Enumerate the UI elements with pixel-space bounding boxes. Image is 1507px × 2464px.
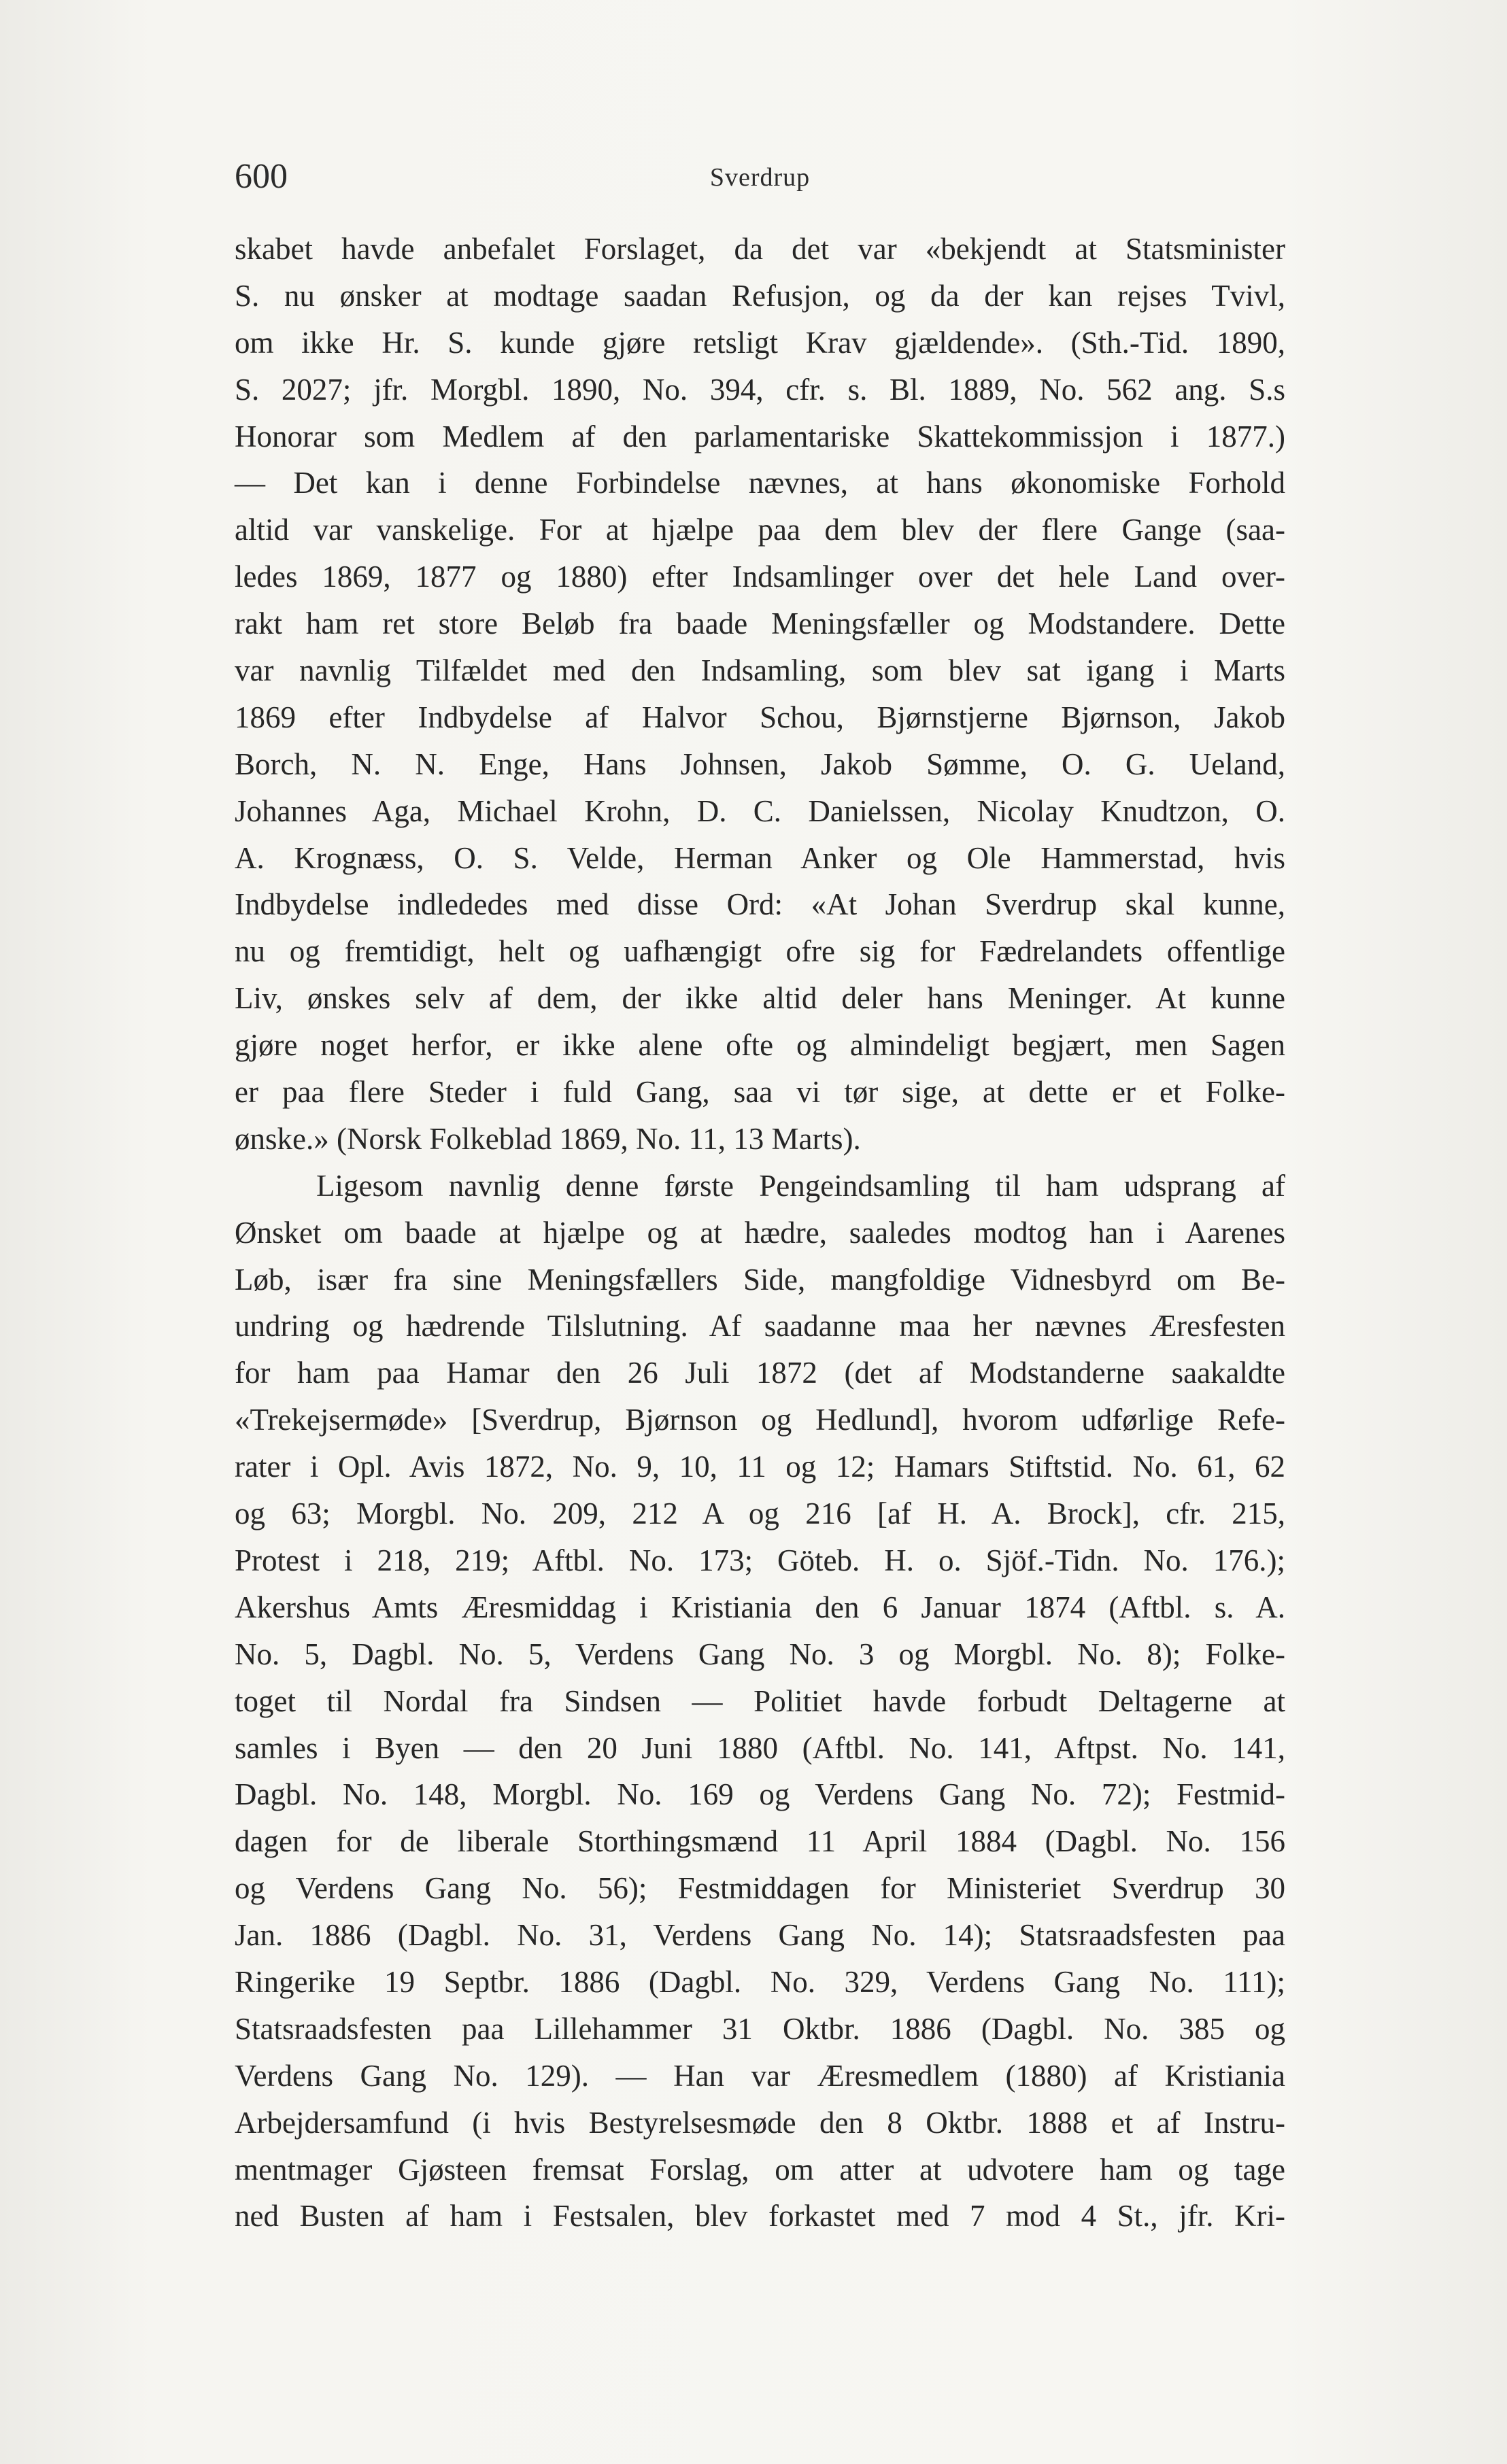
text-line: Ønsket om baade at hjælpe og at hædre, saaledes modtog han i Aarenes bbox=[235, 1215, 1285, 1250]
text-line: Borch, N. N. Enge, Hans Johnsen, Jakob Sømme, O. G. Ueland, bbox=[235, 747, 1285, 781]
text-line: — Det kan i denne Forbindelse nævnes, at hans økonomiske Forhold bbox=[235, 466, 1285, 500]
text-line: var navnlig Tilfældet med den Indsamling, som blev sat igang i Marts bbox=[235, 653, 1285, 688]
page-number: 600 bbox=[235, 157, 288, 196]
text-line: om ikke Hr. S. kunde gjøre retsligt Krav gjældende». (Sth.-Tid. 1890, bbox=[235, 325, 1285, 360]
text-line: Arbejdersamfund (i hvis Bestyrelsesmøde den 8 Oktbr. 1888 et af Instru- bbox=[235, 2105, 1285, 2140]
text-line: Løb, især fra sine Meningsfællers Side, mangfoldige Vidnesbyrd om Be- bbox=[235, 1262, 1285, 1297]
text-line: rakt ham ret store Beløb fra baade Meningsfæller og Modstandere. Dette bbox=[235, 606, 1285, 641]
text-line: Verdens Gang No. 129). — Han var Æresmedlem (1880) af Kristiania bbox=[235, 2058, 1285, 2093]
text-line: rater i Opl. Avis 1872, No. 9, 10, 11 og 12; Hamars Stiftstid. No. 61, 62 bbox=[235, 1450, 1285, 1484]
text-line: Protest i 218, 219; Aftbl. No. 173; Göteb. H. o. Sjöf.-Tidn. No. 176.); bbox=[235, 1543, 1285, 1577]
text-line: skabet havde anbefalet Forslaget, da det var «bekjendt at Statsminister bbox=[235, 232, 1285, 266]
text-line: Statsraadsfesten paa Lillehammer 31 Oktbr. 1886 (Dagbl. No. 385 og bbox=[235, 2011, 1285, 2046]
text-line: undring og hædrende Tilslutning. Af saadanne maa her nævnes Æresfesten bbox=[235, 1309, 1285, 1344]
paragraph-end-line: ønske.» (Norsk Folkeblad 1869, No. 11, 13 Marts). bbox=[235, 1121, 861, 1156]
text-line: S. 2027; jfr. Morgbl. 1890, No. 394, cfr. s. Bl. 1889, No. 562 ang. S.s bbox=[235, 372, 1285, 407]
text-line: gjøre noget herfor, er ikke alene ofte og almindeligt begjært, men Sagen bbox=[235, 1028, 1285, 1063]
text-line: toget til Nordal fra Sindsen — Politiet havde forbudt Deltagerne at bbox=[235, 1683, 1285, 1718]
body-text bbox=[235, 226, 1285, 2240]
page-header bbox=[235, 153, 1285, 201]
text-line: Indbydelse indlededes med disse Ord: «At Johan Sverdrup skal kunne, bbox=[235, 887, 1285, 922]
text-line: altid var vanskelige. For at hjælpe paa dem blev der flere Gange (saa- bbox=[235, 513, 1285, 547]
text-line: Honorar som Medlem af den parlamentariske Skattekommissjon i 1877.) bbox=[235, 419, 1285, 454]
text-line: 1869 efter Indbydelse af Halvor Schou, Bjørnstjerne Bjørnson, Jakob bbox=[235, 700, 1285, 734]
text-line: Dagbl. No. 148, Morgbl. No. 169 og Verdens Gang No. 72); Festmid- bbox=[235, 1777, 1285, 1812]
text-line: er paa flere Steder i fuld Gang, saa vi tør sige, at dette er et Folke- bbox=[235, 1075, 1285, 1110]
text-line: mentmager Gjøsteen fremsat Forslag, om atter at udvotere ham og tage bbox=[235, 2152, 1285, 2187]
text-line: samles i Byen — den 20 Juni 1880 (Aftbl. No. 141, Aftpst. No. 141, bbox=[235, 1730, 1285, 1765]
text-line: og 63; Morgbl. No. 209, 212 A og 216 [af H. A. Brock], cfr. 215, bbox=[235, 1496, 1285, 1531]
text-line: ned Busten af ham i Festsalen, blev forkastet med 7 mod 4 St., jfr. Kri- bbox=[235, 2199, 1285, 2234]
text-line: No. 5, Dagbl. No. 5, Verdens Gang No. 3 og Morgbl. No. 8); Folke- bbox=[235, 1637, 1285, 1671]
text-line: Johannes Aga, Michael Krohn, D. C. Danielssen, Nicolay Knudtzon, O. bbox=[235, 793, 1285, 828]
text-line: Jan. 1886 (Dagbl. No. 31, Verdens Gang No. 14); Statsraadsfesten paa bbox=[235, 1918, 1285, 1953]
text-line: S. nu ønsker at modtage saadan Refusjon, og da der kan rejses Tvivl, bbox=[235, 278, 1285, 313]
text-line: og Verdens Gang No. 56); Festmiddagen for Ministeriet Sverdrup 30 bbox=[235, 1871, 1285, 1906]
text-line: nu og fremtidigt, helt og uafhængigt ofre sig for Fædrelandets offentlige bbox=[235, 934, 1285, 969]
text-line: Liv, ønskes selv af dem, der ikke altid deler hans Meninger. At kunne bbox=[235, 981, 1285, 1016]
text-line: A. Krognæss, O. S. Velde, Herman Anker og Ole Hammerstad, hvis bbox=[235, 840, 1285, 875]
paragraph-first-line: Ligesom navnlig denne første Pengeindsamling til ham udsprang af bbox=[316, 1168, 1285, 1203]
running-head: Sverdrup bbox=[709, 163, 811, 192]
text-line: Ringerike 19 Septbr. 1886 (Dagbl. No. 329, Verdens Gang No. 111); bbox=[235, 1964, 1285, 1999]
text-line: «Trekejsermøde» [Sverdrup, Bjørnson og Hedlund], hvorom udførlige Refe- bbox=[235, 1403, 1285, 1437]
text-line: dagen for de liberale Storthingsmænd 11 April 1884 (Dagbl. No. 156 bbox=[235, 1824, 1285, 1859]
text-line: for ham paa Hamar den 26 Juli 1872 (det af Modstanderne saakaldte bbox=[235, 1356, 1285, 1390]
text-line: Akershus Amts Æresmiddag i Kristiania den 6 Januar 1874 (Aftbl. s. A. bbox=[235, 1590, 1285, 1624]
text-line: ledes 1869, 1877 og 1880) efter Indsamlinger over det hele Land over- bbox=[235, 560, 1285, 594]
